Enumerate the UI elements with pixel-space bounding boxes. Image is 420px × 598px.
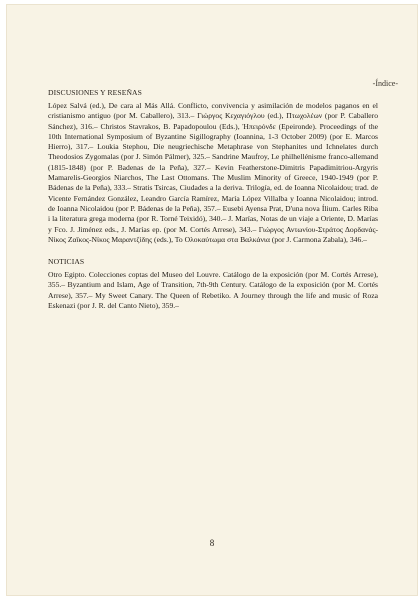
- page-content: [48, 84, 378, 311]
- document-page: [6, 4, 418, 596]
- section-heading-noticias: NOTICIAS: [48, 257, 85, 267]
- section-body-discusiones: López Salvá (ed.), De cara al Más Allá. Conflicto, convivencia y asimilación de modelos paganos en el cristianismo antiguo (por M. Caballero), 313.– Γιώργος Κεχαγιόγλου (ed.), Πτωχολέων (por P. Caballero Sánchez), 316.– Christos Stavrakos, B. Papadopoulou (Eds.), Ἠπειρόνδε (Epeironde). Proceedings of the 10th International Symposium of Byzantine Sigillography (Ioannina, 1-3 October 2009) (por E. Marcos Hierro), 317.– Loukia Stephou, Die neugriechische Metaphrase von Stephanites und Ichnelates durch Theodosios Zygomalas (por J. Simón Pálmer), 325.– Sandrine Maufroy, Le philhellénisme franco-allemand (1815-1848) (por P. Badenas de la Peña), 327.– Kevin Featherstone-Dimitris Papadimitriou-Argyris Mamarelis-Georgios Niarchos, The Last Ottomans. The Muslim Minority of Greece, 1940-1949 (por P. Bádenas de la Peña), 333.– Stratis Tsircas, Ciudades a la deriva. Trilogía, ed. de Ioanna Nicolaidou; trad. de Vicente Fernández González, Leandro García Ramírez, María López Villalba y Ioanna Nicolaidou; introd. de Ioanna Nicolaidou (por P. Bádenas de la Peña), 357.– Eusebi Ayensa Prat, D'una nova Ílium. Carles Riba i la literatura grega moderna (por R. Torné Teixidó), 340.– J. Marías, Notas de un viaje a Oriente, D. Marías y Fco. J. Jiménez eds., J. Marías ep. (por M. Cortés Arrese), 343.– Γιώργος Αντωνίου-Στράτος Δορδανάς-Νίκος Ζαΐκος-Νίκος Μαραντζίδης (eds.), Το Ολοκαύτωμα στα Βαλκάνια (por J. Carmona Zabala), 346.–: [48, 101, 378, 244]
- index-link[interactable]: -Índice-: [372, 79, 398, 88]
- page-number: 8: [209, 538, 215, 548]
- section-heading-discusiones: DISCUSIONES Y RESEÑAS: [48, 88, 142, 97]
- section-body-noticias: Otro Egipto. Colecciones coptas del Museo del Louvre. Catálogo de la exposición (por M. Cortés Arrese), 355.– Byzantium and Islam, Age of Transition, 7th-9th Century. Catálogo de la exposición (por M. Cortés Arrese), 357.– My Sweet Canary. The Queen of Rebetiko. A Journey through the life and music of Roza Eskenazi (por J. R. del Canto Nieto), 359.–: [48, 270, 378, 311]
- section-spacer: [48, 245, 378, 253]
